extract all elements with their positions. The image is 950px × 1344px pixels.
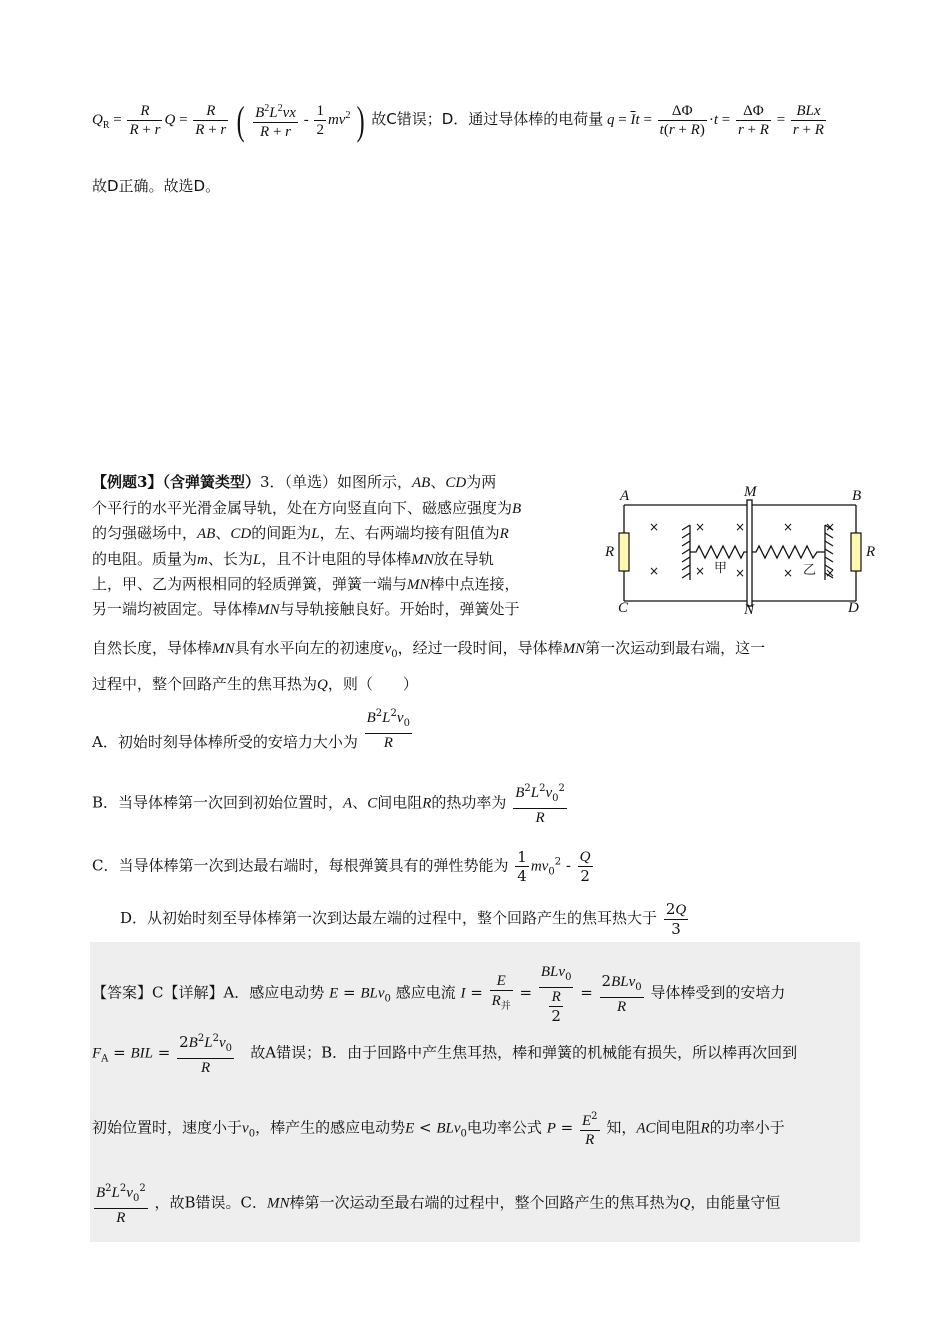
label-yi: 乙 <box>803 563 817 578</box>
svg-text:×: × <box>694 520 706 534</box>
left-wall-hatch <box>682 525 690 578</box>
option-b: B．当导体棒第一次回到初始位置时，A、C间电阻R的热功率为 $\frac{B^2L^2v_0^2}{R}$ <box>92 780 569 827</box>
example-line-4: 的电阻。质量为m、长为L，且不计电阻的导体棒MN放在导轨 <box>92 550 494 568</box>
option-a: A．初始时刻导体棒所受的安培力大小为 $\frac{B^2L^2v_0}{R}$ <box>92 705 414 752</box>
example-line-8: 过程中，整个回路产生的焦耳热为Q，则（ ） <box>92 675 418 693</box>
example-line-7: 自然长度，导体棒MN具有水平向左的初速度$v_0$，经过一段时间，导体棒MN第一次运动到最右端，这一 <box>92 639 766 660</box>
svg-text:×: × <box>648 564 660 578</box>
answer-line-3: 初始位置时，速度小于$v_0$，棒产生的感应电动势E < BLv$_0$电功率公式 P = $\frac{E^2}{R}$ 知，AC间电阻R的功率小于 <box>92 1108 785 1149</box>
example-line-2: 个平行的水平光滑金属导轨，处在方向竖直向下、磁感应强度为B <box>92 499 522 517</box>
example-line-6: 另一端均被固定。导体棒MN与导轨接触良好。开始时，弹簧处于 <box>92 600 520 618</box>
svg-text:×: × <box>824 520 836 534</box>
answer-line-4: $\frac{B^2L^2v_0^2}{R}$ ，故B错误。C．MN棒第一次运动至最右端的过程中，整个回路产生的焦耳热为Q，由能量守恒 <box>92 1180 780 1227</box>
resistor-right <box>851 533 861 571</box>
svg-text:×: × <box>824 566 836 580</box>
label-c: C <box>618 600 629 616</box>
option-c: C．当导体棒第一次到达最右端时，每根弹簧具有的弹性势能为 $\frac{1}{4}$ $mv_0^2$ - $\frac{Q}{2}$ <box>92 848 591 885</box>
resistor-left <box>619 533 629 571</box>
circuit-figure <box>600 480 890 620</box>
example-line-5: 上，甲、乙为两根相同的轻质弹簧，弹簧一端与MN棒中点连接， <box>92 575 520 593</box>
svg-text:×: × <box>648 520 660 534</box>
label-d: D <box>848 600 859 616</box>
svg-text:×: × <box>734 566 746 580</box>
label-r-right: R <box>866 544 876 560</box>
svg-text:×: × <box>734 520 746 534</box>
conclusion-line: 故D正确。故选D。 <box>92 177 221 195</box>
answer-line-2: $F_A$ = BIL = $\frac{2B^2L^2v_0}{R}$ 故A错误；B．由于回路中产生焦耳热，棒和弹簧的机械能有损失，所以棒再次回到 <box>92 1030 797 1077</box>
svg-text:×: × <box>782 520 794 534</box>
eq-tail-text: 故C错误；D．通过导体棒的电荷量 <box>371 109 604 128</box>
rod-mn <box>747 500 752 606</box>
label-a: A <box>620 488 630 504</box>
label-m: M <box>744 484 757 500</box>
example-line-3: 的匀强磁场中，AB、CD的间距为L，左、右两端均接有阻值为R <box>92 524 509 542</box>
label-b: B <box>852 488 862 504</box>
label-n: N <box>744 602 755 618</box>
label-jia: 甲 <box>714 561 728 576</box>
option-d: D．从初始时刻至导体棒第一次到达最左端的过程中，整个回路产生的焦耳热大于 $\frac{2Q}{3}$ <box>120 900 687 938</box>
svg-text:×: × <box>782 566 794 580</box>
example-tag: 【例题3】 <box>92 473 163 491</box>
spring-jia <box>690 546 747 558</box>
example-line-1: 【例题3】（含弹簧类型）3．（单选）如图所示，AB、CD为两 <box>92 473 497 491</box>
label-r-left: R <box>605 544 615 560</box>
answer-line-1: 【答案】C【详解】A．感应电动势 E = BLv$_0$ 感应电流 I = $\frac{E}{R_并}$ = $\frac{BLv_0}{\frac{R}{2}}$ = $\frac{2BLv_0}{R}$ 导体棒受到的安培力 <box>92 964 786 1025</box>
formula-line-q: $Q_R$ = $\frac{R}{R + r}$ Q = $\frac{R}{R + r}$ ( $\frac{B^2L^2vx}{R + r}$ - $\frac{1}{2}$ $mv^2$ ) 故C错误；D．通过导体棒的电荷量 $q = \overline{I}t$ = $\frac{\Delta\Phi}{t(r + R)}$ ·t = $\frac{\Delta\Phi}{r + R}$ = $\frac{\text{BLx}}{r + R}$ <box>92 97 824 143</box>
svg-text:×: × <box>694 564 706 578</box>
spring-yi <box>752 546 825 558</box>
